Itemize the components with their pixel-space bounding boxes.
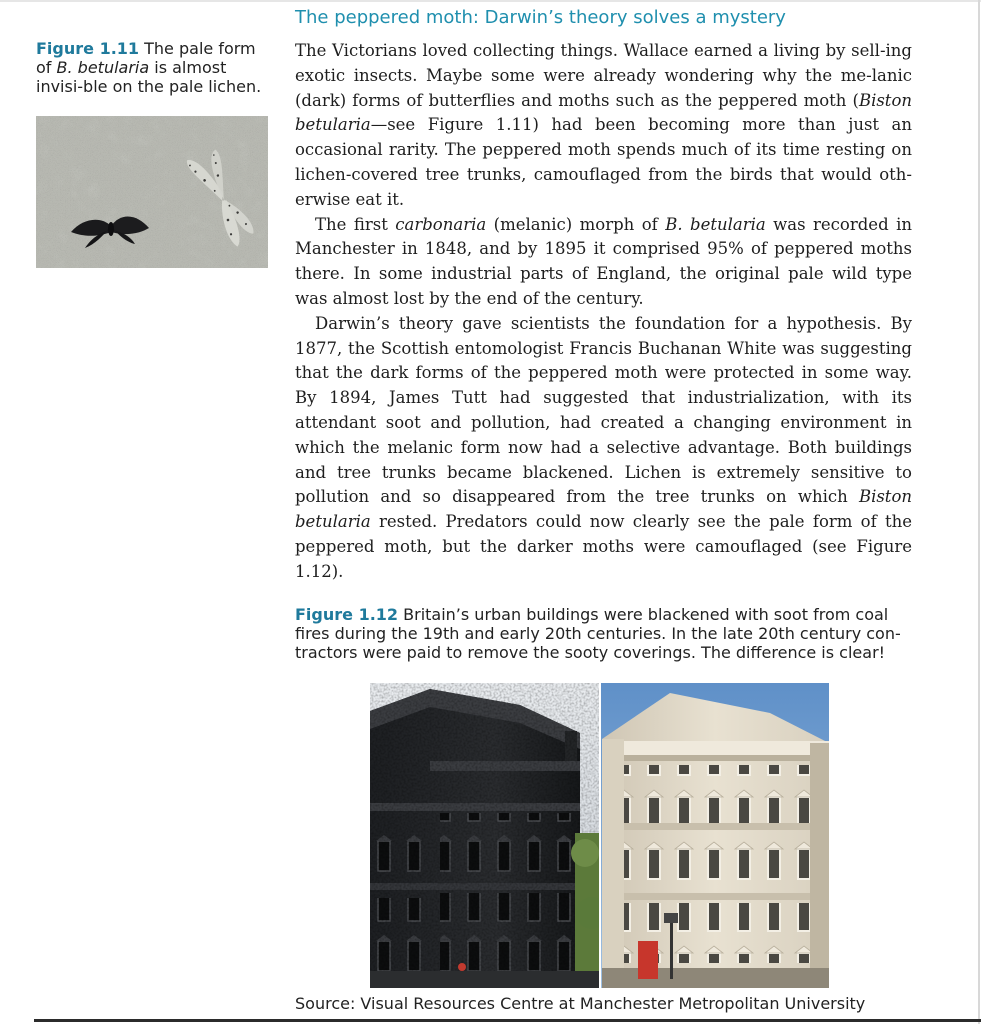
body-text [295,39,912,585]
figure-1-11-caption [36,39,268,96]
paragraph-2 [295,213,912,312]
figure-1-12-caption [295,605,905,662]
figure-1-12-source: Source: Visual Resources Centre at Manchester Metropolitan University [295,994,866,1013]
cleaned-building [600,683,829,988]
paragraph-3-species: Biston betularia [295,487,912,532]
paragraph-2-species: B. betularia [665,214,766,234]
paragraph-1-species: Biston betularia [295,90,912,135]
figure-1-12-label: Figure 1.12 [295,605,399,624]
right-edge-rule [978,0,980,1024]
paragraph-2-text-c: (melanic) morph of [486,214,666,234]
paragraph-2-text-a: The first [315,214,396,234]
paragraph-2-morph: carbonaria [395,214,487,234]
paragraph-1 [295,39,912,213]
moths-on-lichen-photo [36,116,268,268]
paragraph-3-text-a: Darwin’s theory gave scientists the foundation for a hypothesis. By 1877, the Scottish entomologist Francis Buchanan White was suggesting that the dark forms of the peppered moth were protected in some way. By 1894, James Tutt had suggested that industrialization, with its attendant soot and pollution, had created a changing environment in which the melanic form now had a selective advantage. Both buildings and tree trunks became blackened. Lichen is extremely sensitive to pollution and so disappeared from the tree trunks on which [295,313,912,507]
figure-1-11-caption-post: is almost invisi-ble on the pale lichen. [36,58,262,96]
figure-1-12-caption-text: Britain’s urban buildings were blackened with soot from coal fires during the 19th and early 20th centuries. In the late 20th century con-tractors were paid to remove the sooty coverings. The difference is clear! [295,605,901,662]
paragraph-1-text-c: —see Figure 1.11) had been becoming more than just an occasional rarity. The peppered moth spends much of its time resting on lichen-covered tree trunks, camouflaged from the birds that would oth-erwise eat it. [295,115,912,209]
paragraph-3-text-c: rested. Predators could now clearly see the pale form of the peppered moth, but the darker moths were camouflaged (see Figure 1.12). [295,512,912,581]
paragraph-3 [295,312,912,585]
bottom-rule [34,1019,981,1022]
top-rule [0,0,981,2]
paragraph-2-text-e: was recorded in Manchester in 1848, and by 1895 it comprised 95% of peppered moths there. In some industrial parts of England, the original pale wild type was almost lost by the end of the century. [295,214,912,308]
paragraph-1-text-a: The Victorians loved collecting things. Wallace earned a living by sell-ing exotic insects. Maybe some were already wondering why the me-lanic (dark) forms of butterflies and moths such as the peppered moth ( [295,41,912,110]
section-heading: The peppered moth: Darwin’s theory solves a mystery [295,7,786,28]
figure-1-11-label: Figure 1.11 [36,39,140,58]
figure-1-11-caption-pre: The pale form of [36,39,256,77]
sooty-building [370,683,608,988]
buildings-photo [370,683,829,988]
figure-1-11-species: B. betularia [56,58,150,77]
